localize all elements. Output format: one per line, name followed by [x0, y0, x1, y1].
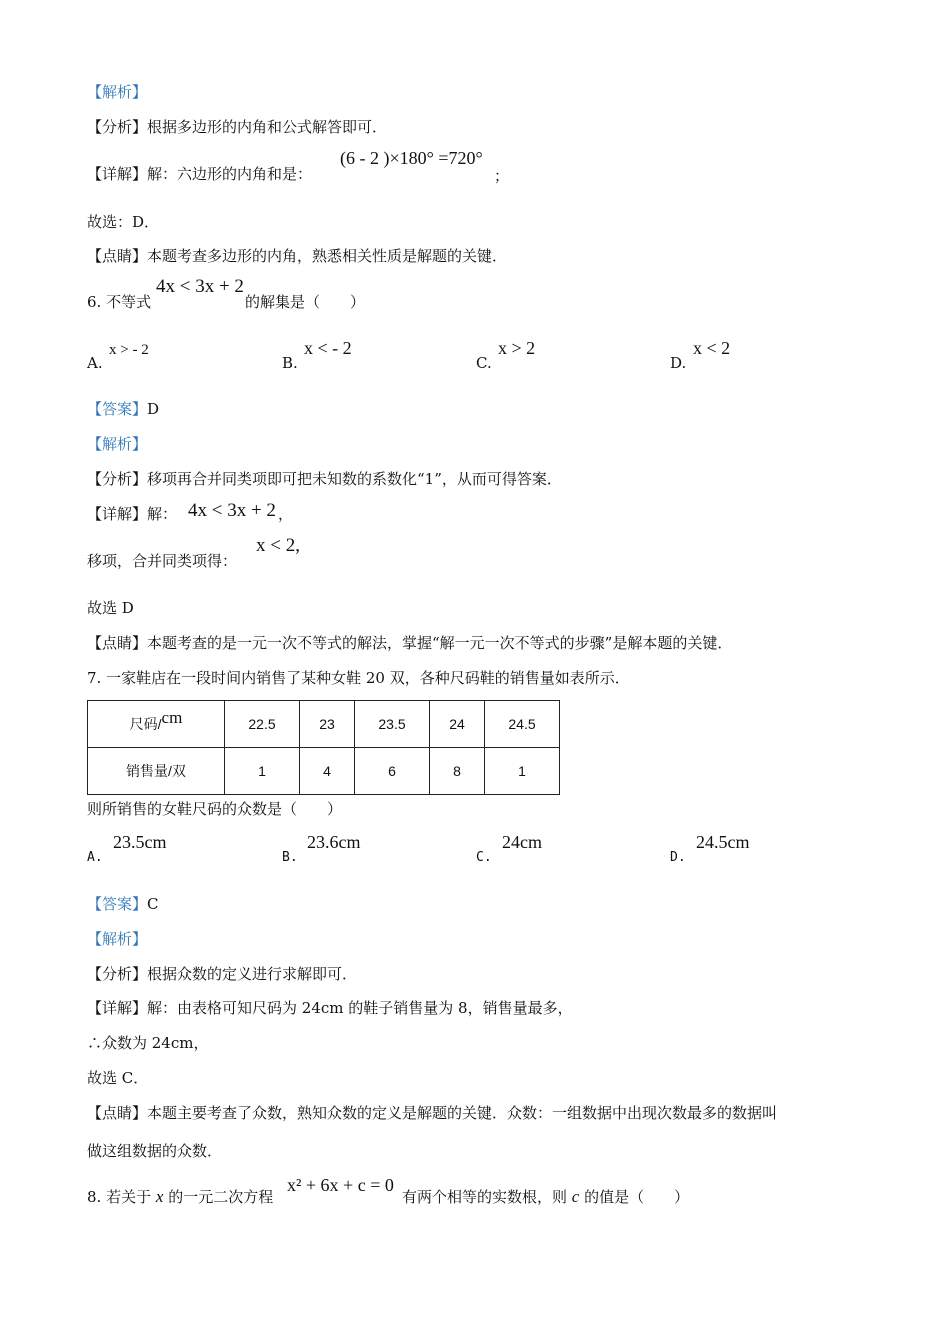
q6-option-a-letter: A. — [87, 354, 103, 372]
dianjing-tag: 【点睛】 — [87, 1104, 148, 1122]
dianjing-continuation-q7: 做这组数据的众数． — [87, 1142, 223, 1160]
q7-option-c-letter: C. — [476, 850, 492, 865]
unit-cm: cm — [161, 708, 183, 727]
table-cell: 1 — [225, 748, 300, 795]
dianjing-tag: 【点睛】 — [87, 247, 148, 265]
fenxi-tag: 【分析】 — [87, 965, 148, 983]
jiexi-label-q7: 【解析】 — [87, 930, 148, 948]
stem-prefix: 8. 若关于 — [87, 1188, 152, 1206]
xiangjie-tag: 【详解】 — [87, 999, 148, 1017]
question-7-stem: 7. 一家鞋店在一段时间内销售了某种女鞋 20 双，各种尺码鞋的销售量如表所示． — [87, 669, 630, 687]
table-row — [88, 748, 560, 795]
q7-option-b-letter: B. — [282, 850, 298, 865]
xiangjie-text: 解：六边形的内角和是： — [147, 165, 313, 183]
xiangjie-text: 解：由表格可知尺码为 24cm 的鞋子销售量为 8，销售量最多， — [147, 999, 573, 1017]
table-cell: 24.5 — [485, 701, 560, 748]
shoe-size-sales-table — [87, 700, 560, 795]
step-text-q6: 移项，合并同类项得： — [87, 552, 238, 570]
dianjing-line-q6 — [87, 633, 732, 653]
dianjing-tag: 【点睛】 — [87, 634, 148, 652]
fenxi-line-q5 — [87, 117, 387, 137]
conclusion-line-q7: ∴众数为 24cm， — [87, 1034, 209, 1052]
fenxi-tag: 【分析】 — [87, 470, 148, 488]
q7-option-a-math: 23.5cm — [113, 832, 167, 852]
table-cell: 4 — [300, 748, 355, 795]
dianjing-text: 本题考查的是一元一次不等式的解法，掌握“解一元一次不等式的步骤”是解本题的关键． — [147, 634, 733, 652]
fenxi-text: 根据众数的定义进行求解即可． — [147, 965, 358, 983]
q7-option-d-letter: D. — [670, 850, 686, 865]
fenxi-line-q6 — [87, 469, 562, 489]
dianjing-text: 本题考查多边形的内角，熟悉相关性质是解题的关键． — [147, 247, 508, 265]
formula-hexagon-angle-sum: (6 - 2 )×180° =720° — [340, 148, 483, 168]
xiangjie-end-q5: ； — [494, 167, 510, 185]
jiexi-label-q6: 【解析】 — [87, 435, 148, 453]
xiangjie-tag: 【详解】 — [87, 165, 148, 183]
daan-value: C — [147, 895, 159, 913]
daan-value: D — [147, 400, 160, 418]
jiexi-label-q5: 【解析】 — [87, 83, 148, 101]
var-c: c — [571, 1187, 580, 1206]
question-6-stem-prefix: 6. 不等式 — [87, 293, 152, 311]
xiangjie-line-q6 — [87, 504, 177, 524]
q6-option-b-letter: B. — [282, 354, 298, 372]
fenxi-text: 根据多边形的内角和公式解答即可． — [147, 118, 388, 136]
xiangjie-line-q7 — [87, 998, 573, 1018]
question-6-stem-suffix: 的解集是（ ） — [245, 293, 366, 311]
dianjing-line-q7 — [87, 1103, 777, 1123]
table-header-size: 尺码/cm — [88, 701, 225, 748]
q7-option-b-math: 23.6cm — [307, 832, 361, 852]
step-result-q6: x < 2, — [256, 535, 300, 556]
question-7-prompt: 则所销售的女鞋尺码的众数是（ ） — [87, 800, 343, 818]
q6-option-b-math: x < - 2 — [304, 338, 352, 358]
table-header-sales: 销售量/双 — [88, 748, 225, 795]
xiangjie-text: 解： — [147, 505, 178, 523]
answer-choice-q5: 故选：D． — [87, 213, 160, 231]
q7-option-d-math: 24.5cm — [696, 832, 750, 852]
fenxi-text: 移项再合并同类项即可把未知数的系数化“1”，从而可得答案． — [147, 470, 562, 488]
daan-line-q7 — [87, 894, 159, 914]
q6-option-c-math: x > 2 — [498, 338, 536, 358]
question-8-equation: x² + 6x + c = 0 — [287, 1175, 394, 1195]
xiangjie-line-q5 — [87, 164, 312, 184]
table-cell: 24 — [430, 701, 485, 748]
q6-option-d-letter: D. — [670, 354, 687, 372]
question-6-inequality: 4x < 3x + 2 — [156, 276, 244, 297]
table-cell: 8 — [430, 748, 485, 795]
dianjing-text: 本题主要考查了众数，熟知众数的定义是解题的关键．众数：一组数据中出现次数最多的数据叫 — [147, 1104, 778, 1122]
stem-middle: 的一元二次方程 — [168, 1188, 274, 1206]
daan-line-q6 — [87, 399, 159, 419]
q6-option-d-math: x < 2 — [693, 338, 731, 358]
question-8-stem-suffix: 有两个相等的实数根，则 c 的值是（ ） — [402, 1187, 690, 1206]
table-cell: 22.5 — [225, 701, 300, 748]
xiangjie-inequality-q6: 4x < 3x + 2 — [188, 500, 276, 521]
var-x: x — [155, 1187, 164, 1206]
fenxi-line-q7 — [87, 964, 357, 984]
daan-tag: 【答案】 — [87, 895, 148, 913]
q7-option-c-math: 24cm — [502, 832, 542, 852]
q6-option-a-math: x > - 2 — [109, 342, 149, 358]
table-cell: 23.5 — [355, 701, 430, 748]
answer-choice-q7: 故选 C． — [87, 1069, 149, 1087]
table-row — [88, 701, 560, 748]
answer-choice-q6: 故选 D — [87, 599, 134, 617]
xiangjie-tag: 【详解】 — [87, 505, 148, 523]
xiangjie-comma-q6: ， — [278, 505, 294, 523]
daan-tag: 【答案】 — [87, 400, 148, 418]
dianjing-line-q5 — [87, 246, 507, 266]
table-cell: 23 — [300, 701, 355, 748]
question-8-stem — [87, 1187, 273, 1207]
q7-option-a-letter: A. — [87, 850, 103, 865]
table-cell: 1 — [485, 748, 560, 795]
fenxi-tag: 【分析】 — [87, 118, 148, 136]
table-cell: 6 — [355, 748, 430, 795]
q6-option-c-letter: C. — [476, 354, 492, 372]
